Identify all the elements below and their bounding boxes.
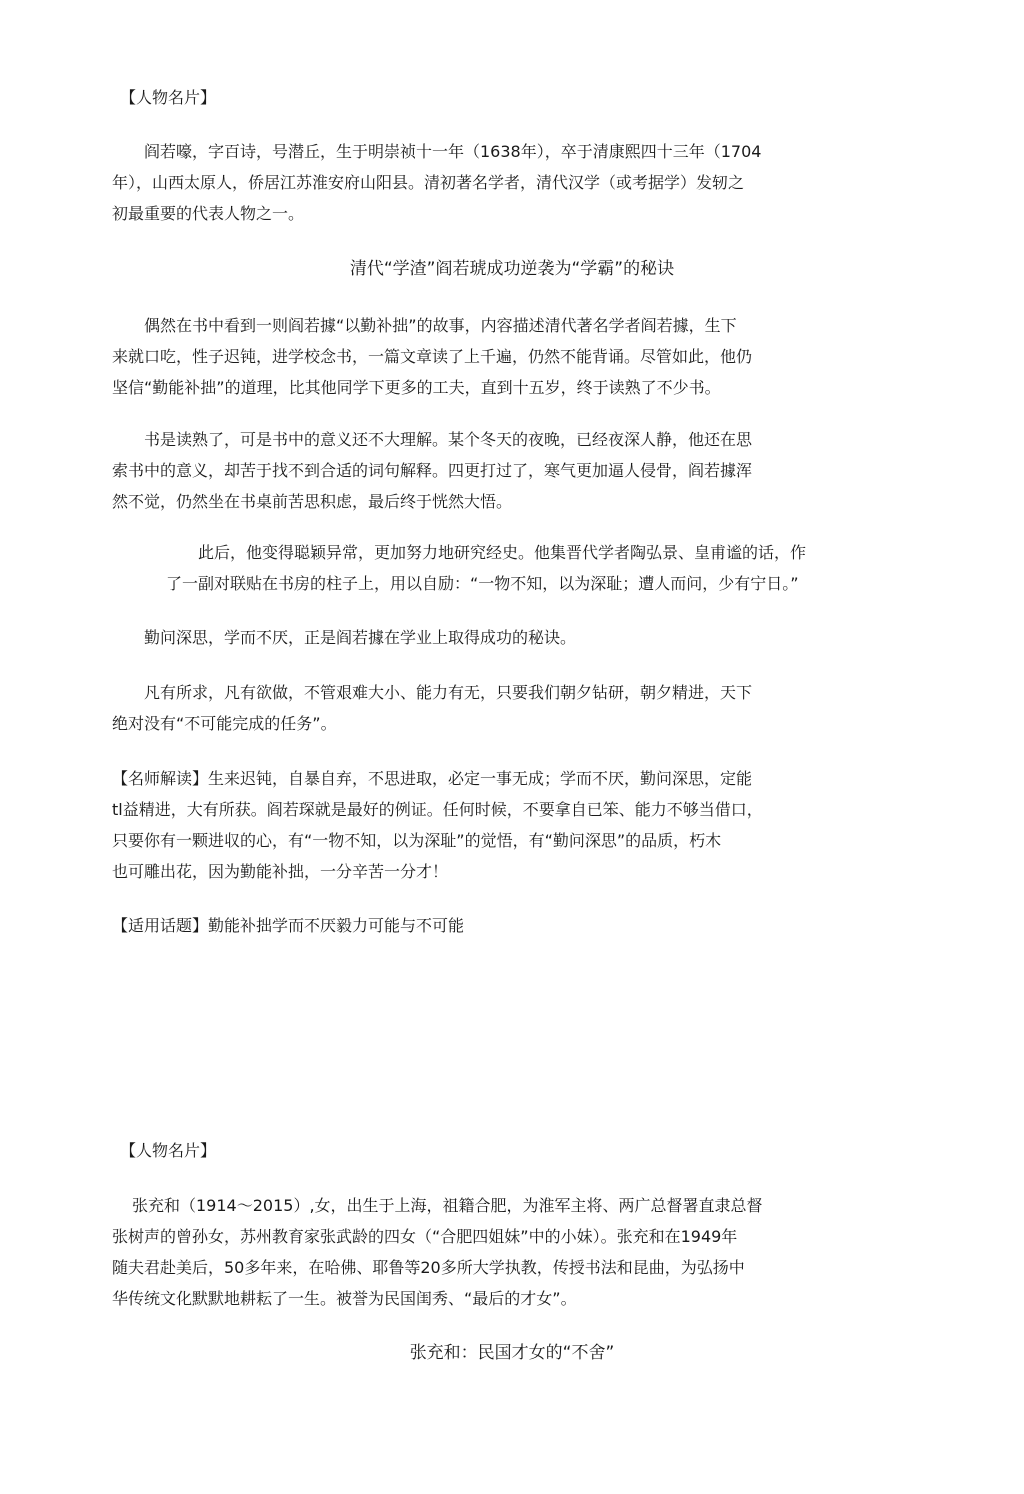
- bio-paragraph: [112, 136, 761, 229]
- text-line: 然不觉，仍然坐在书桌前苦思积虑，最后终于恍然大悟。: [112, 492, 513, 511]
- text-line: 书是读熟了，可是书中的意义还不大理解。某个冬天的夜晚，已经夜深人静，他还在思: [144, 430, 753, 449]
- article-title: [0, 254, 1024, 285]
- story-paragraph-4: [112, 622, 576, 653]
- title-text: 张充和：民国才女的“不舍”: [409, 1343, 615, 1363]
- text-line: 【适用话题】勤能补拙学而不厌毅力可能与不可能: [112, 916, 465, 935]
- section-label: [120, 82, 216, 113]
- text-line: 只要你有一颗进収的心，有“一物不知，以为深耻”的觉悟，有“勤问深思”的品质，朽木: [112, 831, 722, 850]
- article-title-2: [0, 1338, 1024, 1369]
- text-line: 勤问深思，学而不厌，正是阎若據在学业上取得成功的秘诀。: [144, 628, 577, 647]
- bio-paragraph-2: [112, 1190, 763, 1314]
- text-line: 索书中的意义，却苦于找不到合适的词句解释。四更打过了，寒气更加逼人侵骨，阎若據浑: [112, 461, 753, 480]
- story-paragraph-3: [166, 537, 806, 599]
- story-paragraph-1: [112, 310, 752, 403]
- teacher-commentary: [112, 763, 763, 887]
- text-line: 阎若嚎，字百诗，号潜丘，生于明崇祯十一年（1638年），卒于清康熙四十三年（1704: [144, 142, 762, 161]
- text-line: 来就口吃，性子迟钝，进学校念书，一篇文章读了上千遍，仍然不能背诵。尽管如此，他仍: [112, 347, 753, 366]
- text-line: 初最重要的代表人物之一。: [112, 204, 305, 223]
- label-text: 【人物名片】: [120, 88, 217, 107]
- text-line: 坚信“勤能补拙”的道理，比其他同学下更多的工夫，直到十五岁，终于读熟了不少书。: [112, 378, 721, 397]
- label-text: 【人物名片】: [120, 1141, 217, 1160]
- text-line: 【名师解读】生来迟钝，自暴自弃，不思进取，必定一事无成；学而不厌，勤问深思，定能: [112, 769, 753, 788]
- text-line: 也可雕出花，因为勤能补拙，一分辛苦一分才！: [112, 862, 449, 881]
- text-line: 年），山西太原人，侨居江苏淮安府山阳县。清初著名学者，清代汉学（或考据学）发轫之: [112, 173, 745, 192]
- text-line: 绝对没有“不可能完成的任务”。: [112, 714, 337, 733]
- title-text: 清代“学渣”阎若琥成功逆袭为“学霸”的秘诀: [349, 259, 675, 279]
- story-paragraph-5: [112, 677, 752, 739]
- text-line: 张充和（1914～2015）,女，出生于上海，祖籍合肥，为淮军主将、两广总督署直隶总督: [132, 1196, 763, 1215]
- applicable-topics: [112, 910, 464, 941]
- story-paragraph-2: [112, 424, 752, 517]
- section-label-2: [120, 1135, 216, 1166]
- text-line: 随夫君赴美后，50多年来，在哈佛、耶鲁等20多所大学执教，传授书法和昆曲，为弘扬中: [112, 1258, 745, 1277]
- text-line: 凡有所求，凡有欲做，不管艰难大小、能力有无，只要我们朝夕钻研，朝夕精进，天下: [144, 683, 753, 702]
- text-line: 华传统文化默默地耕耘了一生。被誉为民国闺秀、“最后的才女”。: [112, 1289, 577, 1308]
- text-line: tl益精进，大有所获。阎若琛就是最好的例证。任何时候，不要拿自已笨、能力不够当借口，: [112, 800, 763, 819]
- text-line: 此后，他变得聪颖异常，更加努力地研究经史。他集晋代学者陶弘景、皇甫谧的话，作: [198, 543, 807, 562]
- text-line: 张树声的曾孙女，苏州教育家张武龄的四女（“合肥四姐妹”中的小妹）。张充和在1949年: [112, 1227, 738, 1246]
- text-line: 偶然在书中看到一则阎若據“以勤补拙”的故事，内容描述清代著名学者阎若據，生下: [144, 316, 737, 335]
- text-line: 了一副对联贴在书房的柱子上，用以自励：“一物不知，以为深耻；遭人而问，少有宁日。”: [166, 574, 799, 593]
